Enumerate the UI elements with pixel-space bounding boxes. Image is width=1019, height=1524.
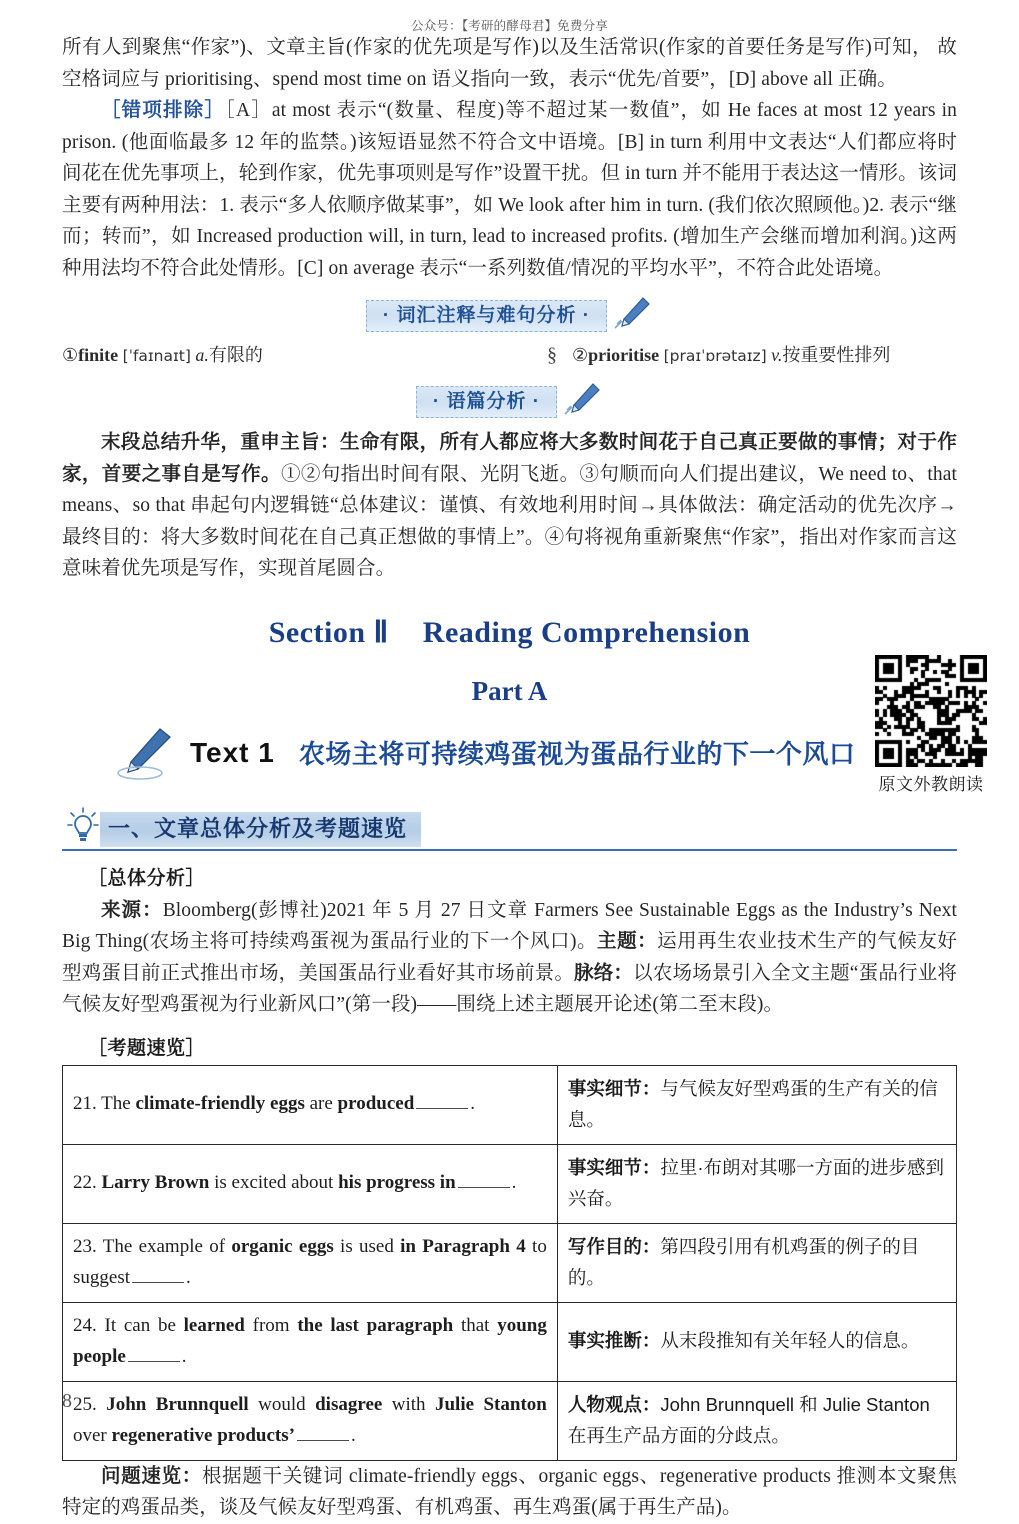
question-note-25	[557, 1381, 956, 1460]
discourse-header-row	[62, 382, 957, 421]
banner-divider	[62, 849, 957, 851]
vein-body: 以农场场景引入全文主题“蛋品行业将气候友好型鸡蛋视为行业新风口”(第一段)——围绕上述主题展开论述(第二至末段)。	[62, 962, 957, 1015]
note-body-24: 从末段推知有关年轻人的信息。	[660, 1330, 920, 1351]
question-note-21	[557, 1065, 956, 1144]
note-label-23: 写作目的：	[567, 1235, 661, 1257]
section-banner-row	[62, 807, 957, 847]
pen-icon	[563, 382, 603, 421]
note-label-22: 事实细节：	[567, 1156, 661, 1178]
vocab-list	[62, 341, 957, 370]
question-stem-22	[63, 1144, 558, 1223]
vocab-entry-1	[62, 341, 532, 370]
discourse-rest: ①②句指出时间有限、光阴飞逝。③句顺而向人们提出建议，We need to、that means、so that 串起句内逻辑链“总体建议：谨慎、有效地利用时间→具体做法：确定活动的优先次序→最终目的：将大多数时间花在自己真正想做的事情上”。④句将视角重新聚焦“作家”，指出对作家而言这意味着优先项是写作，实现首尾圆合。	[62, 463, 957, 579]
analysis-paragraph-1	[62, 32, 957, 95]
overall-analysis-body	[62, 895, 957, 1021]
question-tail-25: .	[350, 1424, 356, 1446]
table-row	[63, 1381, 957, 1460]
answer-blank	[128, 1346, 180, 1362]
pen-icon	[613, 296, 653, 335]
table-row	[63, 1223, 957, 1302]
theme-body: 运用再生农业技术生产的气候友好型鸡蛋目前正式推出市场，美国蛋品行业看好其市场前景。	[62, 931, 957, 984]
question-tail-23: .	[186, 1266, 191, 1288]
note-body-21: 与气候友好型鸡蛋的生产有关的信息。	[567, 1077, 938, 1130]
note-body-22: 拉里·布朗对其哪一方面的进步感到兴奋。	[567, 1156, 944, 1209]
question-overview-body: 根据题干关键词 climate-friendly eggs、organic eggs、regenerative products 推测本文聚焦特定的鸡蛋品类，谈及气候友好型鸡蛋、有机鸡蛋、再生鸡蛋(属于再生产品)。	[62, 1465, 957, 1518]
overall-analysis-heading: ［总体分析］	[88, 867, 206, 889]
vocab-word-1: finite	[78, 345, 119, 365]
answer-blank	[416, 1093, 468, 1109]
vocab-meaning-2: 按重要性排列	[782, 345, 891, 365]
note-body-23: 第四段引用有机鸡蛋的例子的目的。	[567, 1235, 920, 1288]
part-heading: Part A	[471, 675, 548, 706]
table-row	[63, 1065, 957, 1144]
section-title-numeral: Ⅱ	[373, 615, 389, 649]
analysis-paragraph-2	[62, 95, 957, 284]
vocab-entry-2	[572, 341, 957, 370]
question-number-21: 21.	[73, 1093, 97, 1114]
watermark-text: 公众号：【考研的酵母君】免费分享	[411, 19, 608, 33]
vocab-separator: §	[547, 344, 557, 366]
analysis-line-2: 故空格词应与 prioritising、spend most time on 语义指向一致，表示“优先/首要”，[D] above all 正确。	[62, 37, 957, 90]
question-overview-paragraph	[62, 1461, 957, 1524]
question-number-23: 23.	[73, 1235, 97, 1257]
question-number-22: 22.	[73, 1172, 97, 1193]
question-stem-24	[63, 1302, 558, 1381]
section-title-main: Section	[268, 615, 366, 649]
question-tail-24: .	[181, 1345, 187, 1367]
question-text-22: Larry Brown is excited about his progress in	[101, 1172, 456, 1193]
discourse-header-label: · 语篇分析 ·	[432, 390, 541, 412]
analysis-line-1: 所有人到聚焦“作家”)、文章主旨(作家的优先项是写作)以及生活常识(作家的首要任务是写作)可知，	[62, 37, 933, 58]
question-stem-25	[63, 1381, 558, 1460]
discourse-analysis-paragraph	[62, 427, 957, 585]
table-row	[63, 1302, 957, 1381]
theme-label: 主题：	[597, 931, 658, 952]
qr-code-block	[865, 655, 997, 795]
page-number: 8	[62, 1390, 72, 1412]
note-label-21: 事实细节：	[567, 1077, 661, 1099]
question-overview-table	[62, 1065, 957, 1461]
question-text-23: The example of organic eggs is used in Paragraph 4 to suggest	[73, 1235, 547, 1288]
brush-pen-icon	[114, 725, 186, 781]
vocab-pos-1: a.	[195, 345, 209, 365]
vocab-header-ribbon	[366, 300, 607, 332]
vocab-index-2: ②	[572, 345, 589, 365]
question-note-23	[557, 1223, 956, 1302]
discourse-lead: 末段总结升华，重申主旨：生命有限，所有人都应将大多数时间花于自己真正要做的事情；对于作家，首要之事自是写作。	[62, 432, 957, 485]
question-text-24: It can be learned from the last paragraph that young people	[73, 1314, 547, 1367]
text1-title-row	[62, 725, 957, 781]
question-text-21: The climate-friendly eggs are produced	[101, 1093, 415, 1114]
question-stem-23	[63, 1223, 558, 1302]
question-tail-22: .	[511, 1172, 517, 1193]
section-title-sub: Reading Comprehension	[422, 615, 751, 649]
qr-caption: 原文外教朗读	[878, 775, 984, 794]
source-body: Bloomberg(彭博社)2021 年 5 月 27 日文章 Farmers See Sustainable Eggs as the Industry’s Next Big Thing(农场主将可持续鸡蛋视为蛋品行业的下一个风口)。	[62, 899, 957, 952]
vocab-pos-2: v.	[771, 345, 783, 365]
text1-title-cn: 农场主将可持续鸡蛋视为蛋品行业的下一个风口	[298, 739, 856, 769]
vocab-meaning-1: 有限的	[208, 345, 263, 365]
questions-heading: ［考题速览］	[88, 1037, 206, 1059]
vocab-header-label: · 词汇注释与难句分析 ·	[382, 304, 591, 326]
vocab-word-2: prioritise	[588, 345, 660, 365]
question-text-25: John Brunnquell would disagree with Julie Stanton over regenerative products’	[73, 1393, 547, 1446]
note-label-25: 人物观点：	[567, 1393, 661, 1415]
note-body-25: John Brunnquell 和 Julie Stanton 在再生产品方面的分歧点。	[567, 1393, 930, 1446]
table-row	[63, 1144, 957, 1223]
question-note-22	[557, 1144, 956, 1223]
section-heading	[62, 615, 957, 650]
vocab-header-row	[62, 296, 957, 335]
question-tail-21: .	[470, 1093, 476, 1114]
source-label: 来源：	[101, 899, 163, 921]
answer-blank	[458, 1172, 510, 1188]
vein-label: 脉络：	[574, 962, 634, 984]
question-table-body	[63, 1065, 957, 1460]
question-number-25: 25.	[73, 1393, 97, 1415]
vocab-ipa-1: [ˈfaɪnaɪt]	[122, 347, 191, 365]
question-note-24	[557, 1302, 956, 1381]
question-stem-21	[63, 1065, 558, 1144]
answer-blank	[297, 1425, 349, 1441]
text1-label: Text 1	[190, 736, 275, 768]
answer-blank	[132, 1267, 184, 1283]
note-label-24: 事实推断：	[567, 1330, 661, 1351]
vocab-ipa-2: [praɪˈɒrətaɪz]	[663, 347, 767, 365]
qr-code-icon	[875, 655, 987, 767]
wrong-option-body: ［A］at most 表示“(数量、程度)等不超过某一数值”，如 He faces at most 12 years in prison. (他面临最多 12 年的监禁。)该短语显然不符合文中语境。[B] in turn 利用中文表达“人们都应将时间花在优先事项上，轮到作家，优先事项则是写作”设置干扰。但 in turn 并不能用于表达这一情形。该词主要有两种用法：1. 表示“多人依顺序做某事”，如 We look after him in turn. (我们依次照顾他。)2. 表示“继而；转而”，如 Increased production will, in turn, lead to increased profits. (增加生产会继而增加利润。)这两种用法均不符合此处情形。[C] on average 表示“一系列数值/情况的平均水平”，不符合此处语境。	[62, 100, 957, 279]
section-banner-title: 一、文章总体分析及考题速览	[100, 812, 421, 847]
wrong-option-label: ［错项排除］	[101, 100, 226, 121]
question-overview-label: 问题速览：	[101, 1465, 202, 1487]
question-number-24: 24.	[73, 1314, 97, 1336]
vocab-index-1: ①	[62, 345, 79, 365]
discourse-header-ribbon	[416, 386, 557, 418]
lightbulb-icon	[66, 807, 100, 847]
